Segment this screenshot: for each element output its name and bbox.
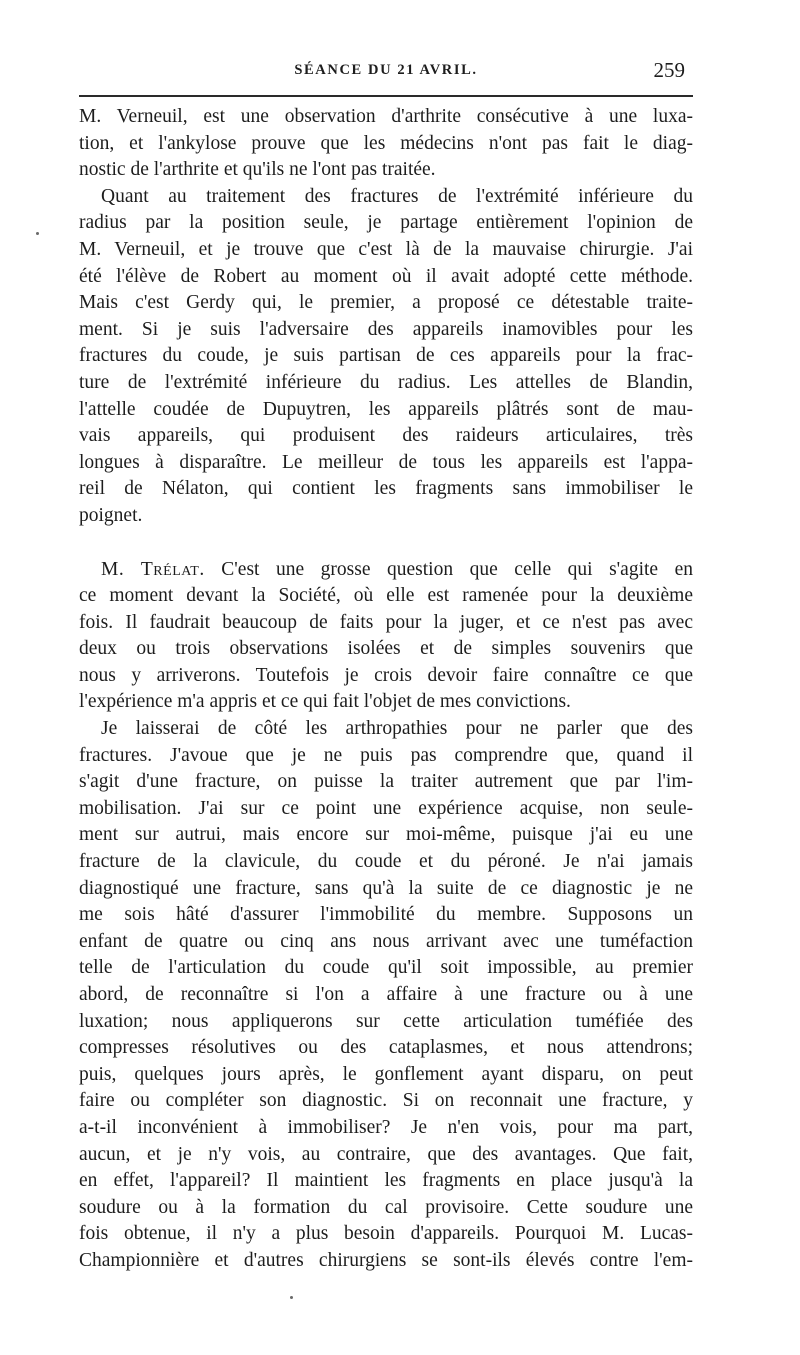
text-line: Quant au traitement des fractures de l'extrémité inférieure du [101, 185, 693, 207]
text-line: fracture de la clavicule, du coude et du péroné. Je n'ai jamais [79, 851, 693, 873]
text-line: l'expérience m'a appris et ce qui fait l'objet de mes convictions. [79, 691, 571, 713]
text-line: compresses résolutives ou des cataplasmes, et nous attendrons; [79, 1037, 693, 1059]
paragraph-1 [79, 104, 693, 184]
paragraph-spacer [79, 530, 693, 557]
text-line: fractures du coude, je suis partisan de ces appareils pour la frac- [79, 345, 693, 367]
text-line: soudure ou à la formation du cal provisoire. Cette soudure une [79, 1196, 693, 1218]
text-line: s'agit d'une fracture, on puisse la traiter autrement que par l'im- [79, 771, 693, 793]
text-line: Mais c'est Gerdy qui, le premier, a proposé ce détestable traite- [79, 292, 693, 314]
text-line: tion, et l'ankylose prouve que les médecins n'ont pas fait le diag- [79, 132, 693, 154]
text-line: a-t-il inconvénient à immobiliser? Je n'en vois, pour ma part, [79, 1116, 693, 1138]
body-text [79, 104, 693, 1275]
text-line: fois. Il faudrait beaucoup de faits pour la juger, et ce n'est pas avec [79, 611, 693, 633]
print-speck [290, 1296, 293, 1299]
text-line: été l'élève de Robert au moment où il avait adopté cette méthode. [79, 265, 693, 287]
text-line: fractures. J'avoue que je ne puis pas comprendre que, quand il [79, 744, 693, 766]
text-line: me sois hâté d'assurer l'immobilité du membre. Supposons un [79, 904, 693, 926]
paragraph-4 [79, 716, 693, 1274]
paragraph-3 [79, 557, 693, 717]
text-line: mobilisation. J'ai sur ce point une expérience acquise, non seule- [79, 797, 693, 819]
text-line: nous y arriverons. Toutefois je crois devoir faire connaître ce que [79, 664, 693, 686]
text-line: l'attelle coudée de Dupuytren, les appareils plâtrés sont de mau- [79, 398, 693, 420]
text-line: deux ou trois observations isolées et de simples souvenirs que [79, 638, 693, 660]
text-line: telle de l'articulation du coude qu'il soit impossible, au premier [79, 957, 693, 979]
text-line: aucun, et je n'y vois, au contraire, que des avantages. Que fait, [79, 1143, 693, 1165]
text-line: fois obtenue, il n'y a plus besoin d'appareils. Pourquoi M. Lucas- [79, 1223, 693, 1245]
text-line: ment. Si je suis l'adversaire des appareils inamovibles pour les [79, 318, 693, 340]
text-line: radius par la position seule, je partage entièrement l'opinion de [79, 212, 693, 234]
page-number: 259 [653, 58, 685, 82]
text-line: poignet. [79, 504, 143, 526]
text-line: ce moment devant la Société, où elle est ramenée pour la deuxième [79, 585, 693, 607]
text-line: faire ou compléter son diagnostic. Si on reconnait une fracture, y [79, 1090, 693, 1112]
speaker-name: M. Trélat. [101, 558, 205, 580]
text-line: puis, quelques jours après, le gonflement ayant disparu, on peut [79, 1063, 693, 1085]
running-head [79, 58, 693, 86]
text-line: M. Verneuil, et je trouve que c'est là de la mauvaise chirurgie. J'ai [79, 238, 693, 260]
text-line: vais appareils, qui produisent des raideurs articulaires, très [79, 425, 693, 447]
paragraph-2 [79, 184, 693, 530]
text-line: M. Verneuil, est une observation d'arthrite consécutive à une luxa- [79, 106, 693, 127]
speech-text: C'est une grosse question que celle qui s'agite en [221, 558, 693, 580]
text-line: abord, de reconnaître si l'on a affaire à une fracture ou à une [79, 984, 693, 1005]
text-line [79, 557, 693, 584]
text-line: enfant de quatre ou cinq ans nous arrivant avec une tuméfaction [79, 930, 693, 952]
text-line: diagnostiqué une fracture, sans qu'à la suite de ce diagnostic je ne [79, 877, 693, 899]
text-line: luxation; nous appliquerons sur cette articulation tuméfiée des [79, 1010, 693, 1032]
text-line: en effet, l'appareil? Il maintient les fragments en place jusqu'à la [79, 1170, 693, 1192]
running-title: SÉANCE DU 21 AVRIL. [294, 62, 478, 78]
text-line: reil de Nélaton, qui contient les fragments sans immobiliser le [79, 478, 693, 500]
text-line: Championnière et d'autres chirurgiens se sont-ils élevés contre l'em- [79, 1249, 693, 1271]
text-line: ture de l'extrémité inférieure du radius. Les attelles de Blandin, [79, 371, 693, 393]
text-line: ment sur autrui, mais encore sur moi-même, puisque j'ai eu une [79, 824, 693, 846]
text-line: longues à disparaître. Le meilleur de tous les appareils est l'appa- [79, 451, 693, 473]
print-speck [36, 232, 39, 235]
header-rule [79, 95, 693, 97]
text-line: nostic de l'arthrite et qu'ils ne l'ont pas traitée. [79, 159, 436, 181]
text-line: Je laisserai de côté les arthropathies pour ne parler que des [101, 718, 693, 740]
